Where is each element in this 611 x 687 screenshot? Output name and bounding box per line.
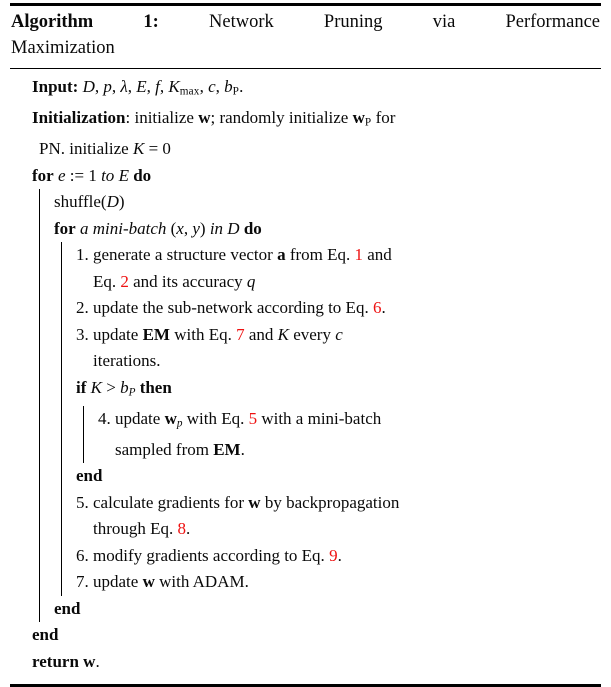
text-segment: with Eq. [182, 408, 249, 428]
algorithm-body [10, 69, 601, 684]
text-segment: return [32, 651, 79, 671]
step-5-continuation [76, 516, 601, 543]
text-segment: and [244, 324, 278, 344]
text-segment: , [111, 77, 121, 97]
text-segment: ) [199, 218, 210, 238]
text-segment: p [103, 77, 112, 97]
text-segment: e [57, 165, 66, 185]
text-segment: to [101, 165, 115, 185]
algorithm-caption-line-1 [11, 10, 600, 36]
text-segment: end [32, 625, 59, 645]
text-segment: for [32, 165, 54, 185]
text-segment: and its accuracy [128, 271, 247, 291]
text-segment: every [288, 324, 336, 344]
text-segment: 4. update [98, 408, 165, 428]
text-segment: E [118, 165, 129, 185]
text-segment: do [133, 165, 152, 185]
text-segment: w [83, 651, 96, 671]
text-segment: . [239, 77, 244, 97]
text-segment: w [142, 572, 155, 592]
text-segment: b [224, 77, 233, 97]
text-segment: . [337, 545, 342, 565]
text-segment: 6. modify gradients according to Eq. [76, 545, 330, 565]
eq-ref-number: 1 [354, 245, 363, 265]
text-segment: EM [213, 439, 241, 459]
text-segment: then [139, 377, 172, 397]
text-segment: . [186, 519, 191, 539]
for-inner-body [61, 242, 601, 595]
text-segment: := 1 [65, 165, 102, 185]
text-segment: : initialize [125, 108, 199, 128]
step-5-line [76, 490, 601, 517]
text-segment: by backpropagation [260, 492, 400, 512]
text-segment: w [198, 108, 211, 128]
text-segment: , [199, 77, 209, 97]
text-segment: P [364, 116, 372, 129]
end-outer-for-line [32, 622, 601, 649]
text-segment: 7. update [76, 572, 143, 592]
text-segment: ; randomly initialize [210, 108, 353, 128]
step-1-line [76, 242, 601, 269]
text-segment: x [176, 218, 184, 238]
eq-ref-number: 8 [177, 519, 187, 539]
text-segment: sampled from [115, 439, 214, 459]
eq-ref-number: 9 [329, 545, 338, 565]
text-segment: f [155, 77, 160, 97]
text-segment: with a mini-batch [257, 408, 382, 428]
text-segment: p [176, 417, 183, 430]
text-segment: q [246, 271, 256, 291]
text-segment: w [164, 408, 177, 428]
text-segment: ) [118, 192, 125, 212]
text-segment: from Eq. [285, 245, 355, 265]
if-line [76, 375, 601, 406]
text-segment: K [132, 139, 145, 159]
text-segment: , [183, 218, 193, 238]
text-segment: P [232, 85, 240, 98]
text-segment: a [277, 245, 286, 265]
text-segment: Input: [32, 77, 79, 97]
if-body [83, 406, 601, 463]
text-segment: EM [142, 324, 170, 344]
input-line [32, 74, 601, 105]
eq-ref-number: 7 [236, 324, 245, 344]
algorithm-figure [10, 3, 601, 687]
text-segment: for [54, 218, 76, 238]
algorithm-caption-line-2 [11, 36, 600, 62]
text-segment: y [192, 218, 200, 238]
text-segment: Maximization [11, 37, 115, 58]
text-segment: in [209, 218, 224, 238]
text-segment: , [159, 77, 169, 97]
algorithm-caption [10, 6, 601, 68]
text-segment: shuffle( [54, 192, 107, 212]
text-segment: for [371, 108, 396, 128]
step-7-line [76, 569, 601, 596]
for-outer-line [32, 163, 601, 190]
text-segment: Eq. [93, 271, 121, 291]
text-segment: c [208, 77, 216, 97]
text-segment: > [101, 377, 121, 397]
step-4-line [98, 406, 601, 437]
for-outer-body [39, 189, 601, 622]
return-line [32, 649, 601, 676]
text-segment: w [248, 492, 261, 512]
text-segment: P [128, 386, 136, 399]
step-3-continuation [76, 348, 601, 375]
text-segment: , [127, 77, 137, 97]
text-segment: , [215, 77, 225, 97]
text-segment: , [94, 77, 104, 97]
init-continuation [32, 136, 601, 163]
step-2-line [76, 295, 601, 322]
end-if-line [76, 463, 601, 490]
text-segment: c [335, 324, 343, 344]
text-segment: K [277, 324, 289, 344]
text-segment: . [240, 439, 245, 459]
eq-ref-number: 6 [372, 298, 382, 318]
text-segment: with Eq. [169, 324, 237, 344]
text-segment: . [95, 651, 100, 671]
text-segment: iterations. [93, 351, 161, 371]
initialization-line [32, 105, 601, 136]
step-3-line [76, 322, 601, 349]
text-segment: a mini-batch [79, 218, 167, 238]
text-segment: PN. initialize [39, 139, 133, 159]
eq-ref-number: 5 [248, 408, 258, 428]
text-segment: 1. generate a structure vector [76, 245, 278, 265]
text-segment: with ADAM. [154, 572, 249, 592]
text-segment: Initialization [32, 108, 126, 128]
step-6-line [76, 543, 601, 570]
text-segment: 2. update the sub-network according to Eq. [76, 298, 373, 318]
text-segment: do [243, 218, 262, 238]
text-segment: K [90, 377, 102, 397]
text-segment: w [352, 108, 365, 128]
text-segment: and [363, 245, 392, 265]
text-segment: 3. update [76, 324, 143, 344]
text-segment: end [76, 466, 103, 486]
text-segment: b [120, 377, 129, 397]
end-inner-for-line [54, 596, 601, 623]
text-segment: D [106, 192, 119, 212]
text-segment: end [54, 598, 81, 618]
text-segment: through Eq. [93, 519, 178, 539]
text-segment: D [82, 77, 95, 97]
text-segment: max [179, 85, 200, 98]
shuffle-line [54, 189, 601, 216]
text-segment: ( [166, 218, 177, 238]
eq-ref-number: 2 [120, 271, 129, 291]
text-segment: if [76, 377, 87, 397]
text-segment: = 0 [144, 139, 171, 159]
text-segment: . [381, 298, 386, 318]
text-segment: Algorithm 1: [11, 12, 159, 32]
text-segment: 5. calculate gradients for [76, 492, 249, 512]
step-4-continuation [98, 437, 601, 464]
text-segment: E [136, 77, 147, 97]
step-1-continuation [76, 269, 601, 296]
text-segment: Network Pruning via Performance [158, 12, 600, 32]
for-inner-line [54, 216, 601, 243]
text-segment: D [227, 218, 240, 238]
text-segment: , [146, 77, 156, 97]
text-segment: K [168, 77, 180, 97]
text-segment: λ [120, 77, 128, 97]
